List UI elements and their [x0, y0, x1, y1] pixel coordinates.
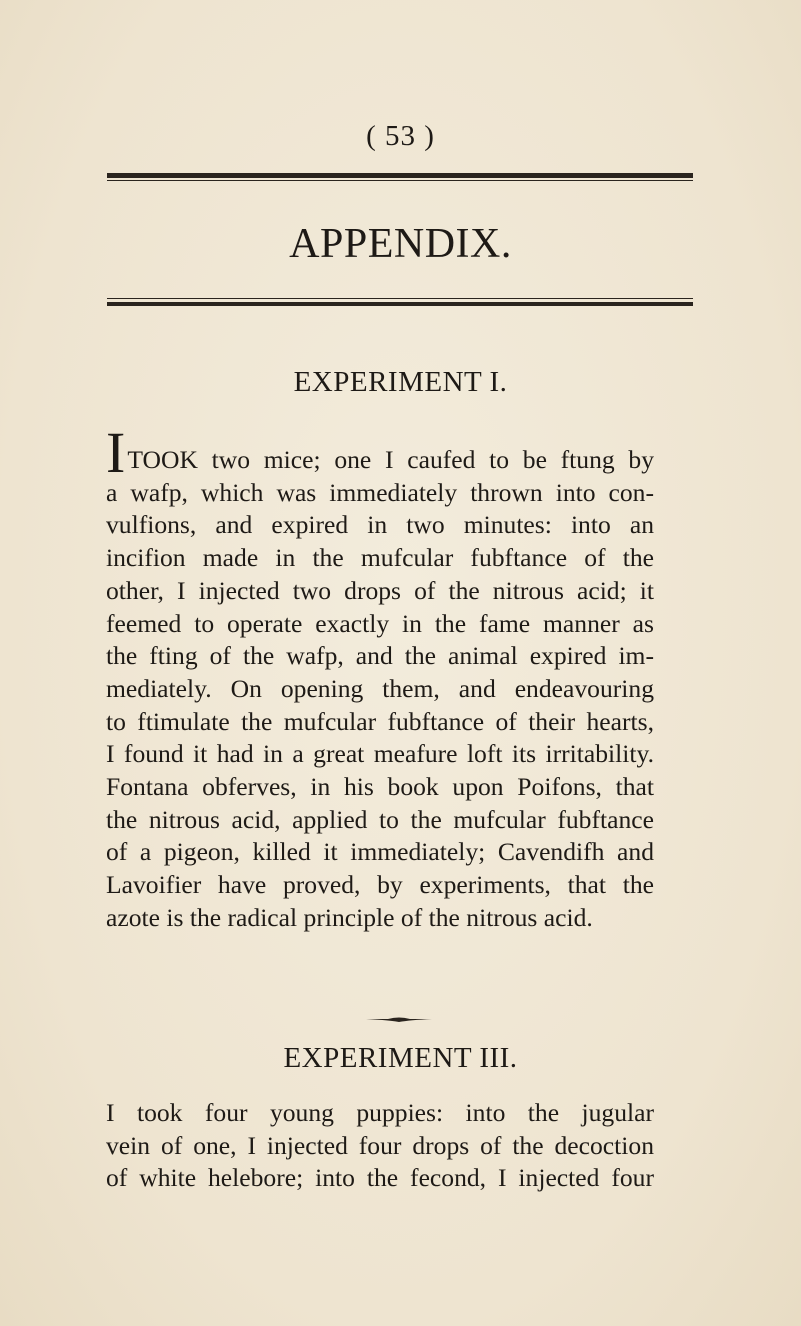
text-line: other, I injected two drops of the nitrous acid; it: [106, 575, 654, 605]
top-double-rule: [107, 173, 693, 178]
text-line: Lavoifier have proved, by experiments, that the: [106, 870, 654, 900]
text-line: of a pigeon, killed it immediately; Cavendifh and: [106, 837, 654, 867]
text-line: to ftimulate the mufcular fubftance of their hearts,: [106, 706, 654, 736]
page-number: ( 53 ): [366, 120, 435, 152]
paragraph-experiment-1: [106, 420, 654, 935]
text-line: the nitrous acid, applied to the mufcular fubftance: [106, 804, 654, 834]
section-heading-experiment-1: EXPERIMENT I.: [293, 366, 508, 398]
text-line: incifion made in the mufcular fubftance of the: [106, 543, 654, 573]
bottom-double-rule: [107, 302, 693, 306]
text-line: the fting of the wafp, and the animal expired im-: [106, 641, 654, 671]
appendix-title: APPENDIX.: [289, 221, 512, 267]
paragraph-experiment-3: [106, 1097, 654, 1195]
text-line: feemed to operate exactly in the fame manner as: [106, 608, 654, 638]
text-line-content: TOOK two mice; one I caufed to be ftung by: [127, 445, 654, 474]
text-line: Fontana obferves, in his book upon Poifons, that: [106, 772, 654, 802]
text-line: [106, 420, 654, 485]
section-heading-experiment-3: EXPERIMENT III.: [283, 1042, 518, 1074]
section-divider-ornament: [366, 1016, 432, 1022]
text-line: I took four young puppies: into the jugular: [106, 1098, 654, 1127]
text-line: mediately. On opening them, and endeavouring: [106, 673, 654, 703]
text-line: of white helebore; into the fecond, I injected four: [106, 1163, 654, 1193]
text-line: a wafp, which was immediately thrown into con-: [106, 477, 654, 507]
text-line: I found it had in a great meafure loft its irritability.: [106, 739, 654, 769]
drop-cap: I: [106, 420, 126, 485]
text-line: vein of one, I injected four drops of the decoction: [106, 1130, 654, 1160]
text-line: vulfions, and expired in two minutes: into an: [106, 510, 654, 540]
text-line: azote is the radical principle of the nitrous acid.: [106, 902, 593, 932]
